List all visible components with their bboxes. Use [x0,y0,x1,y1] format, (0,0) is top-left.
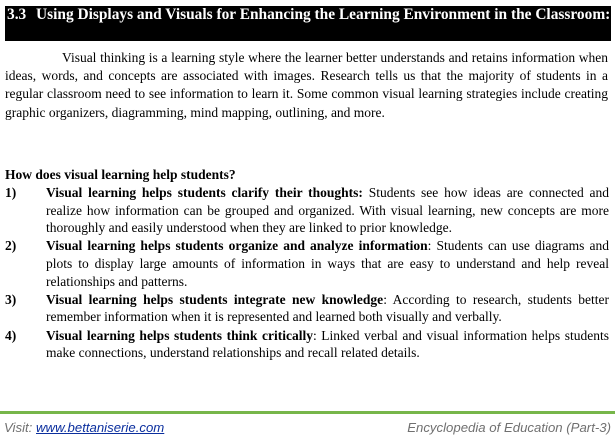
list-marker: 4) [5,327,17,343]
section-title: Using Displays and Visuals for Enhancing the Learning Environment in the Classroom: [36,6,611,23]
list-item-body: : Students can use diagrams and plots to display large amounts of information in ways that are easy to understand and help reveal relationships and patterns. [46,238,610,289]
website-link[interactable]: www.bettaniserie.com [36,420,165,435]
list-item-body: Students see how ideas are connected and realize how information can be grouped and organized. With visual learning, new concepts are more thoroughly and easily understood when they are linked to prior knowledge. [46,185,610,236]
list-item-body: : Linked verbal and visual information helps students make connections, understand relationships and recall related details. [46,327,609,361]
question-heading: How does visual learning help students? [5,167,236,182]
section-number: 3.3 [7,6,27,23]
visit-label: Visit: [4,420,37,435]
list-marker: 3) [5,291,17,307]
list-item [5,237,609,290]
list-marker: 2) [5,238,17,254]
page-footer [4,420,611,435]
footer-divider [0,411,615,414]
list-item [5,184,609,237]
list-item [5,291,609,326]
list-item-lead: Visual learning helps students integrate new knowledge [46,291,384,307]
list-item-lead: Visual learning helps students clarify their thoughts: [46,185,363,200]
list-marker: 1) [5,185,17,200]
intro-paragraph: Visual thinking is a learning style where the learner better understands and retains information when ideas, words, and concepts are associated with images. Research tells us that the majority of students in a regular classroom need to see information to learn it. Some common visual learning strategies include creating graphic organizers, diagramming, mind mapping, outlining, and more. [5,50,608,120]
list-item-lead: Visual learning helps students organize and analyze information [46,238,428,254]
list-item [5,327,609,362]
benefits-list [5,184,609,362]
list-item-lead: Visual learning helps students think critically [46,327,313,343]
section-heading [5,6,611,41]
list-item-body: : According to research, students better remember information when it is represented and learned both visually and verbally. [46,291,609,325]
book-title: Encyclopedia of Education (Part-3) [407,420,611,435]
